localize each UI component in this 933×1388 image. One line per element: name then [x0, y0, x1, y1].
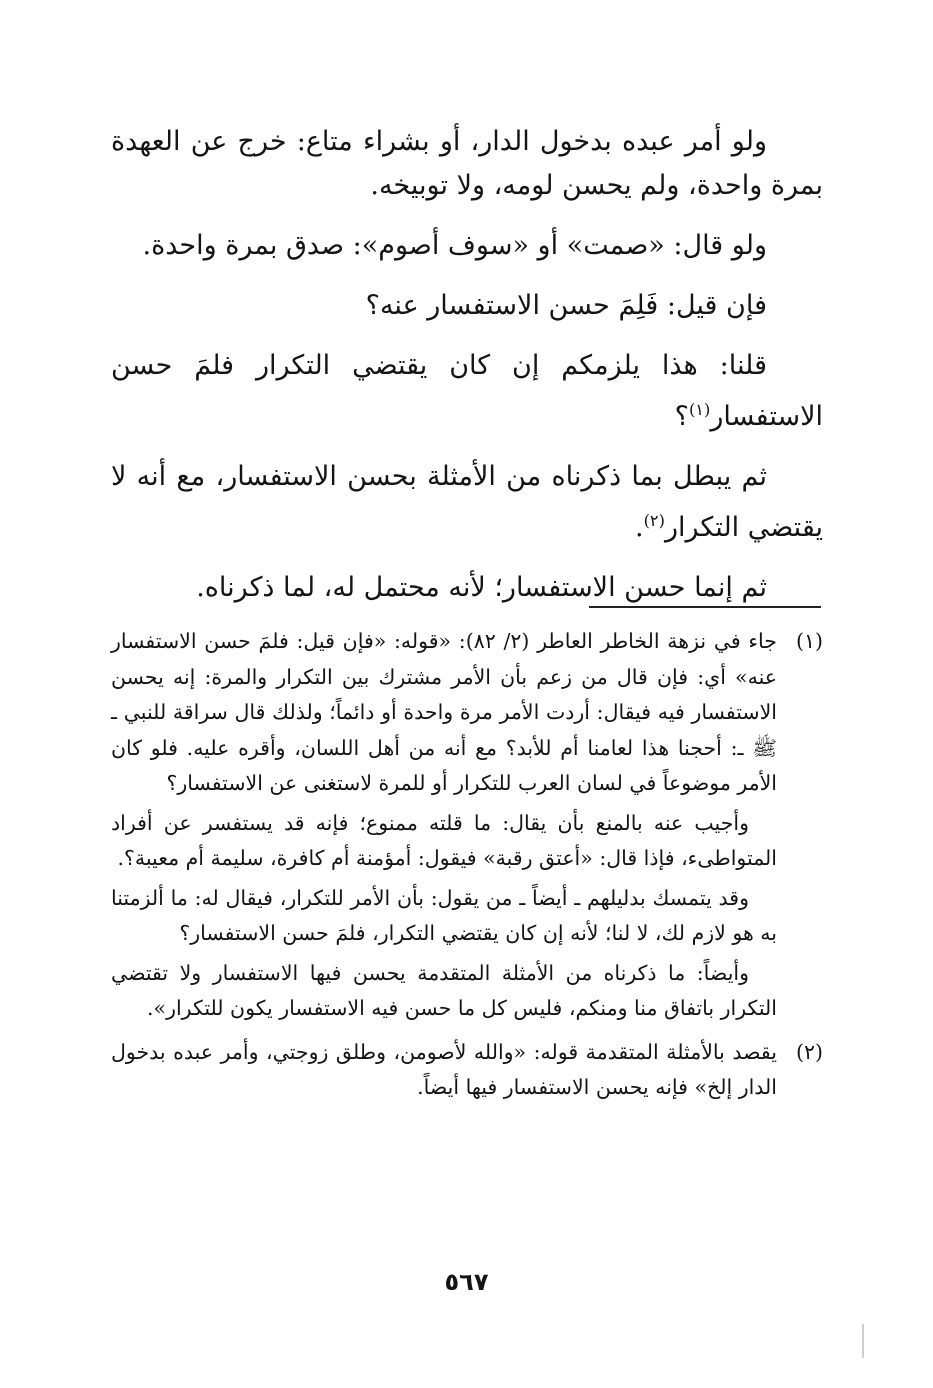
footnote-2 [111, 1035, 823, 1110]
footnote-body [111, 624, 777, 1031]
footnote-body [111, 1035, 777, 1110]
paragraph-3: فإن قيل: فَلِمَ حسن الاستفسار عنه؟ [365, 290, 767, 321]
footnote-paragraph: جاء في نزهة الخاطر العاطر (٢/ ٨٢): «قوله: «فإن قيل: فلمَ حسن الاستفسار عنه» أي: فإن قال من زعم بأن الأمر مشترك بين التكرار والمرة: إنه يحسن الاستفسار فيه فيقال: أردت الأمر مرة واحدة أو دائماً؛ ولذلك قال سراقة للنبي ـ ﷺ ـ: أحجنا هذا لعامنا أم للأبد؟ مع أنه من أهل اللسان، وأقره عليه. فلو كان الأمر موضوعاً في لسان العرب للتكرار أو للمرة لاستغنى عن الاستفسار؟ [111, 629, 777, 795]
paragraph-5-end: . [635, 512, 644, 543]
paragraph-1: ولو أمر عبده بدخول الدار، أو بشراء متاع: خرج عن العهدة بمرة واحدة، ولم يحسن لومه، ولا توبيخه. [111, 126, 823, 201]
footnote-paragraph: يقصد بالأمثلة المتقدمة قوله: «والله لأصومن، وطلق زوجتي، وأمر عبده بدخول الدار إلخ» فإنه يحسن الاستفسار فيها أيضاً. [111, 1039, 777, 1099]
paragraph-5 [111, 455, 823, 550]
footnote-paragraph: وقد يتمسك بدليلهم ـ أيضاً ـ من يقول: بأن الأمر للتكرار، فيقال له: ما ألزمتنا به هو لازم لك، لا لنا؛ لأنه إن كان يقتضي التكرار، فلمَ حسن الاستفسار؟ [111, 885, 777, 945]
main-text [111, 120, 823, 626]
footnote-paragraph: وأيضاً: ما ذكرناه من الأمثلة المتقدمة يحسن فيها الاستفسار ولا تقتضي التكرار باتفاق منا ومنكم، فليس كل ما حسن فيه الاستفسار يكون للتكرار». [111, 960, 777, 1020]
paragraph-4-end: ؟ [674, 401, 689, 432]
page-number: ٥٦٧ [444, 1268, 489, 1296]
footnote-1 [111, 624, 823, 1031]
footnote-number: (١) [795, 629, 823, 653]
footnote-separator [589, 606, 821, 608]
paragraph-6: ثم إنما حسن الاستفسار؛ لأنه محتمل له، لما ذكرناه. [196, 572, 767, 603]
footnotes [111, 624, 823, 1114]
paragraph-4-text: قلنا: هذا يلزمكم إن كان يقتضي التكرار فلمَ حسن الاستفسار [111, 350, 823, 432]
footnote-ref-1: (١) [688, 400, 711, 419]
paragraph-5-text: ثم يبطل بما ذكرناه من الأمثلة بحسن الاستفسار، مع أنه لا يقتضي التكرار [111, 461, 823, 543]
scan-mark [862, 1324, 864, 1358]
paragraph-4 [111, 344, 823, 439]
footnote-paragraph: وأجيب عنه بالمنع بأن يقال: ما قلته ممنوع؛ فإنه قد يستفسر عن أفراد المتواطىء، فإذا قال: «أعتق رقبة» فيقول: أمؤمنة أم كافرة، سليمة أم معيبة؟. [111, 810, 777, 870]
paragraph-2: ولو قال: «صمت» أو «سوف أصوم»: صدق بمرة واحدة. [142, 230, 767, 261]
footnote-number: (٢) [795, 1039, 823, 1064]
footnote-ref-2: (٢) [643, 511, 665, 530]
